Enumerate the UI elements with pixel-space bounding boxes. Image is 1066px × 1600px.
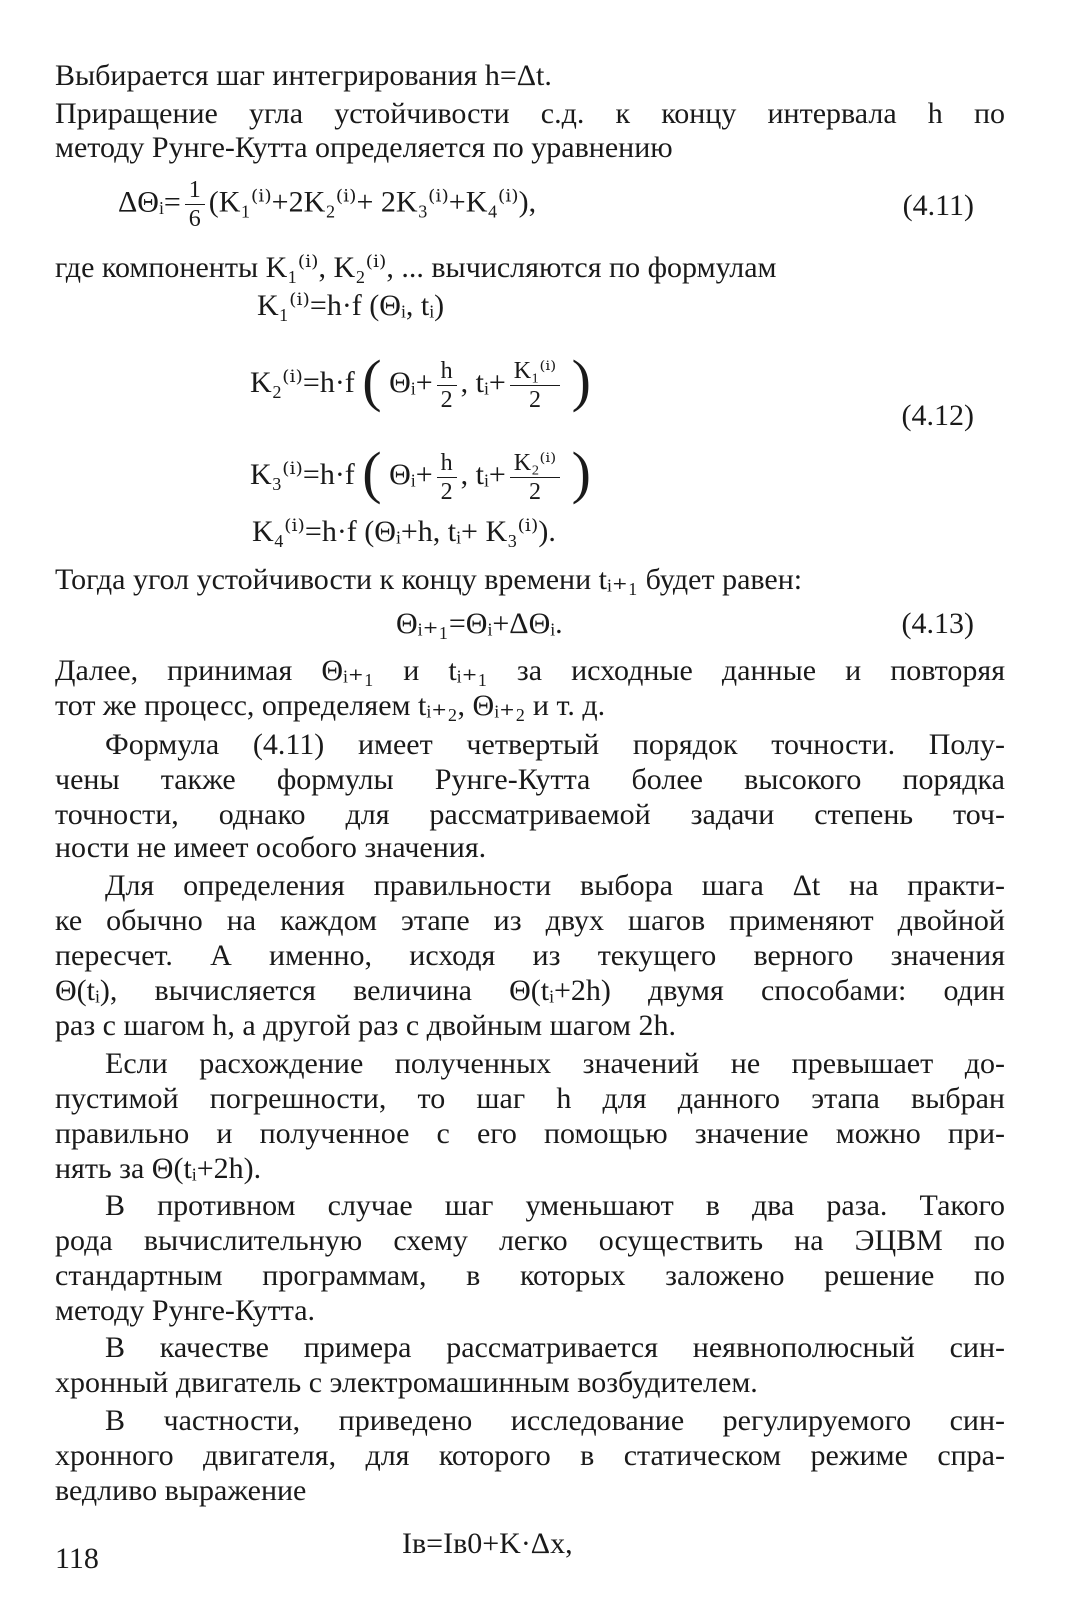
text-line: стандартным программам, в которых заложено решение по — [55, 1259, 1005, 1292]
right-paren: ) — [571, 348, 591, 413]
text-line: где компоненты K₁⁽ⁱ⁾, K₂⁽ⁱ⁾, ... вычисляются по формулам — [55, 251, 777, 284]
text-line: Θ(tᵢ), вычисляется величина Θ(tᵢ+2h) двумя способами: один — [55, 974, 1005, 1007]
right-paren: ) — [571, 440, 591, 505]
fraction-numerator: 1 — [185, 178, 205, 205]
text-line: точности, однако для рассматриваемой задачи степень точ- — [55, 798, 1005, 831]
equation-excitation-current: Iв=Iв0+K·Δx, — [402, 1527, 573, 1560]
left-paren: ( — [362, 440, 382, 505]
fraction-denominator: 2 — [440, 478, 453, 505]
equation-part: , tᵢ+ — [460, 458, 506, 491]
fraction-denominator: 2 — [528, 478, 541, 505]
text-line: В противном случае шаг уменьшают в два раза. Такого — [105, 1189, 1005, 1222]
equation-number: (4.11) — [902, 189, 974, 222]
text-line: пустимой погрешности, то шаг h для данного этапа выбран — [55, 1082, 1005, 1115]
fraction — [437, 451, 457, 504]
text-line: рода вычислительную схему легко осуществить на ЭЦВМ по — [55, 1224, 1005, 1257]
fraction-denominator: 2 — [528, 386, 541, 413]
text-line: В частности, приведено исследование регулируемого син- — [105, 1404, 1005, 1437]
fraction-numerator: h — [437, 451, 457, 478]
text-line: Приращение угла устойчивости с.д. к концу интервала h по — [55, 97, 1005, 130]
equation-number: (4.13) — [901, 607, 974, 640]
equation-part: Θᵢ+ — [389, 366, 433, 399]
left-paren: ( — [362, 348, 382, 413]
equation-part: K₃⁽ⁱ⁾=h·f — [250, 458, 355, 491]
text-line: В качестве примера рассматривается неявнополюсный син- — [105, 1331, 1005, 1364]
text-line: пересчет. А именно, исходя из текущего верного значения — [55, 939, 1005, 972]
text-line: Формула (4.11) имеет четвертый порядок точности. Полу- — [105, 728, 1005, 761]
text-line: Выбирается шаг интегрирования h=Δt. — [55, 59, 552, 92]
equation-part: , tᵢ+ — [460, 366, 506, 399]
text-line: Для определения правильности выбора шага Δt на практи- — [105, 869, 1005, 902]
equation-4-13: Θᵢ₊₁=Θᵢ+ΔΘᵢ. — [396, 607, 563, 640]
text-line: нять за Θ(tᵢ+2h). — [55, 1152, 262, 1185]
equation-part: ΔΘᵢ= — [118, 185, 181, 219]
fraction — [437, 359, 457, 412]
text-line: ности не имеет особого значения. — [55, 831, 487, 864]
text-line: правильно и полученное с его помощью значение можно при- — [55, 1117, 1005, 1150]
text-line: Далее, принимая Θᵢ₊₁ и tᵢ₊₁ за исходные данные и повторяя — [55, 654, 1005, 687]
fraction-numerator: K₁⁽ⁱ⁾ — [510, 359, 560, 386]
text-line: ке обычно на каждом этапе из двух шагов применяют двойной — [55, 904, 1005, 937]
equation-part: (K₁⁽ⁱ⁾+2K₂⁽ⁱ⁾+ 2K₃⁽ⁱ⁾+K₄⁽ⁱ⁾), — [208, 185, 537, 219]
equation-part: Θᵢ+ — [389, 458, 433, 491]
equation-k1: K₁⁽ⁱ⁾=h·f (Θᵢ, tᵢ) — [257, 289, 445, 322]
equation-4-11 — [118, 178, 536, 231]
equation-number: (4.12) — [901, 399, 974, 432]
text-line: раз с шагом h, а другой раз с двойным шагом 2h. — [55, 1009, 677, 1042]
text-line: тот же процесс, определяем tᵢ₊₂, Θᵢ₊₂ и т. д. — [55, 689, 606, 722]
text-line: хронного двигателя, для которого в статическом режиме спра- — [55, 1439, 1005, 1472]
equation-k4: K₄⁽ⁱ⁾=h·f (Θᵢ+h, tᵢ+ K₃⁽ⁱ⁾). — [252, 515, 556, 548]
equation-k3 — [250, 436, 591, 504]
text-line: Тогда угол устойчивости к концу времени tᵢ₊₁ будет равен: — [55, 563, 803, 596]
text-line: ведливо выражение — [55, 1474, 307, 1507]
fraction — [185, 178, 205, 231]
fraction-denominator: 6 — [188, 206, 201, 232]
fraction-numerator: h — [437, 359, 457, 386]
fraction — [510, 359, 560, 412]
fraction — [510, 451, 560, 504]
text-line: чены также формулы Рунге-Кутта более высокого порядка — [55, 763, 1005, 796]
page-number: 118 — [55, 1542, 99, 1575]
fraction-numerator: K₂⁽ⁱ⁾ — [510, 451, 560, 478]
equation-part: K₂⁽ⁱ⁾=h·f — [250, 366, 355, 399]
text-line: методу Рунге-Кутта определяется по уравнению — [55, 131, 673, 164]
text-line: методу Рунге-Кутта. — [55, 1294, 316, 1327]
fraction-denominator: 2 — [440, 386, 453, 413]
equation-k2 — [250, 344, 591, 412]
text-line: Если расхождение полученных значений не превышает до- — [105, 1047, 1005, 1080]
text-line: хронный двигатель с электромашинным возбудителем. — [55, 1366, 758, 1399]
